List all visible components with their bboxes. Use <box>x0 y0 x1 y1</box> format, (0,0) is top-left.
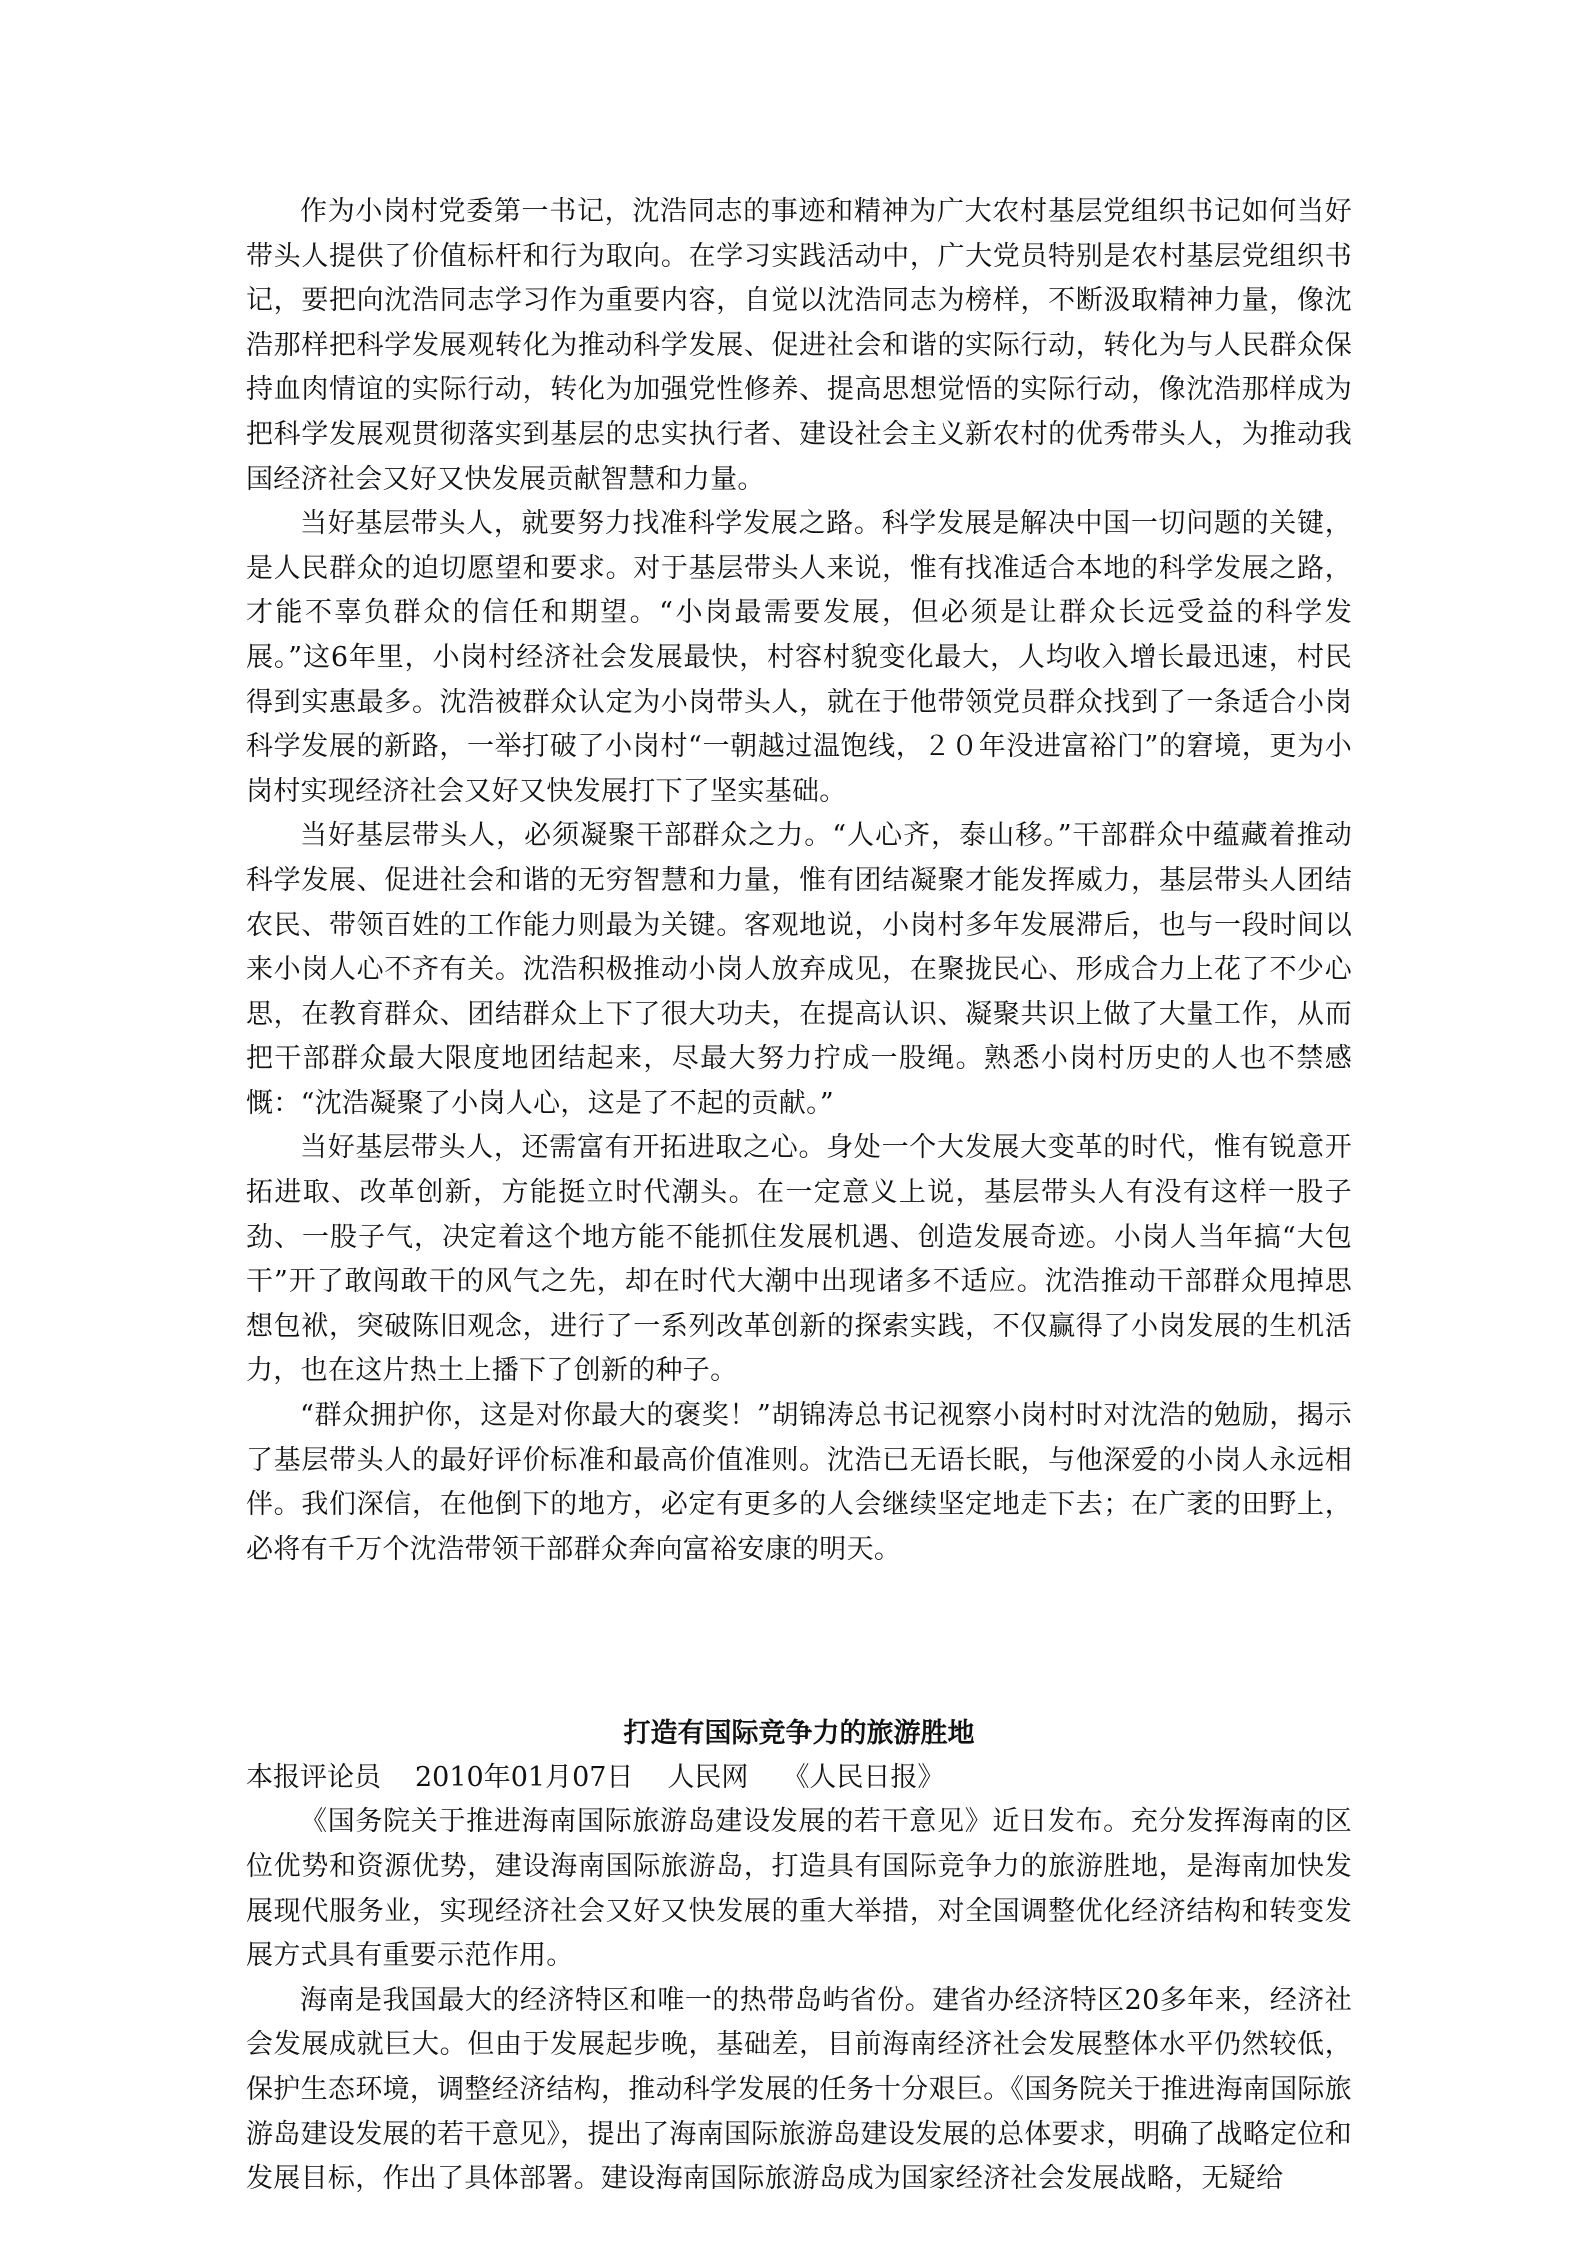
article-2 <box>246 1712 1352 2201</box>
document-page <box>246 190 1352 2202</box>
byline-date: 2010年01月07日 <box>415 1762 634 1794</box>
article-1-paragraph: 当好基层带头人，就要努力找准科学发展之路。科学发展是解决中国一切问题的关键，是人民群众的迫切愿望和要求。对于基层带头人来说，惟有找准适合本地的科学发展之路，才能不辜负群众的信任和期望。“小岗最需要发展，但必须是让群众长远受益的科学发展。”这6年里，小岗村经济社会发展最快，村容村貌变化最大，人均收入增长最迅速，村民得到实惠最多。沈浩被群众认定为小岗带头人，就在于他带领党员群众找到了一条适合小岗科学发展的新路，一举打破了小岗村“一朝越过温饱线，２０年没进富裕门”的窘境，更为小岗村实现经济社会又好又快发展打下了坚实基础。 <box>246 508 1352 807</box>
article-byline <box>246 1756 1352 1800</box>
article-title: 打造有国际竞争力的旅游胜地 <box>623 1718 975 1750</box>
byline-site: 人民网 <box>667 1762 749 1794</box>
byline-paper: 《人民日报》 <box>782 1762 945 1794</box>
byline-author: 本报评论员 <box>246 1762 381 1794</box>
article-1-paragraph: 当好基层带头人，还需富有开拓进取之心。身处一个大发展大变革的时代，惟有锐意开拓进取、改革创新，方能挺立时代潮头。在一定意义上说，基层带头人有没有这样一股子劲、一股子气，决定着这个地方能不能抓住发展机遇、创造发展奇迹。小岗人当年搞“大包干”开了敢闯敢干的风气之先，却在时代大潮中出现诸多不适应。沈浩推动干部群众甩掉思想包袱，突破陈旧观念，进行了一系列改革创新的探索实践，不仅赢得了小岗发展的生机活力，也在这片热土上播下了创新的种子。 <box>246 1132 1352 1387</box>
article-1-paragraph: 作为小岗村党委第一书记，沈浩同志的事迹和精神为广大农村基层党组织书记如何当好带头人提供了价值标杆和行为取向。在学习实践活动中，广大党员特别是农村基层党组织书记，要把向沈浩同志学习作为重要内容，自觉以沈浩同志为榜样，不断汲取精神力量，像沈浩那样把科学发展观转化为推动科学发展、促进社会和谐的实际行动，转化为与人民群众保持血肉情谊的实际行动，转化为加强党性修养、提高思想觉悟的实际行动，像沈浩那样成为把科学发展观贯彻落实到基层的忠实执行者、建设社会主义新农村的优秀带头人，为推动我国经济社会又好又快发展贡献智慧和力量。 <box>246 196 1352 495</box>
section-spacer <box>246 1572 1352 1712</box>
article-1 <box>246 190 1352 1572</box>
article-1-paragraph: 当好基层带头人，必须凝聚干部群众之力。“人心齐，泰山移。”干部群众中蕴藏着推动科学发展、促进社会和谐的无穷智慧和力量，惟有团结凝聚才能发挥威力，基层带头人团结农民、带领百姓的工作能力则最为关键。客观地说，小岗村多年发展滞后，也与一段时间以来小岗人心不齐有关。沈浩积极推动小岗人放弃成见，在聚拢民心、形成合力上花了不少心思，在教育群众、团结群众上下了很大功夫，在提高认识、凝聚共识上做了大量工作，从而把干部群众最大限度地团结起来，尽最大努力拧成一股绳。熟悉小岗村历史的人也不禁感慨：“沈浩凝聚了小岗人心，这是了不起的贡献。” <box>246 820 1352 1119</box>
article-1-paragraph: “群众拥护你，这是对你最大的褒奖！”胡锦涛总书记视察小岗村时对沈浩的勉励，揭示了基层带头人的最好评价标准和最高价值准则。沈浩已无语长眠，与他深爱的小岗人永远相伴。我们深信，在他倒下的地方，必定有更多的人会继续坚定地走下去；在广袤的田野上，必将有千万个沈浩带领干部群众奔向富裕安康的明天。 <box>246 1400 1352 1565</box>
article-2-paragraph: 《国务院关于推进海南国际旅游岛建设发展的若干意见》近日发布。充分发挥海南的区位优势和资源优势，建设海南国际旅游岛，打造具有国际竞争力的旅游胜地，是海南加快发展现代服务业，实现经济社会又好又快发展的重大举措，对全国调整优化经济结构和转变发展方式具有重要示范作用。 <box>246 1806 1352 1972</box>
article-2-paragraph: 海南是我国最大的经济特区和唯一的热带岛屿省份。建省办经济特区20多年来，经济社会发展成就巨大。但由于发展起步晚，基础差，目前海南经济社会发展整体水平仍然较低，保护生态环境，调整经济结构，推动科学发展的任务十分艰巨。《国务院关于推进海南国际旅游岛建设发展的若干意见》，提出了海南国际旅游岛建设发展的总体要求，明确了战略定位和发展目标，作出了具体部署。建设海南国际旅游岛成为国家经济社会发展战略，无疑给 <box>246 1984 1352 2195</box>
